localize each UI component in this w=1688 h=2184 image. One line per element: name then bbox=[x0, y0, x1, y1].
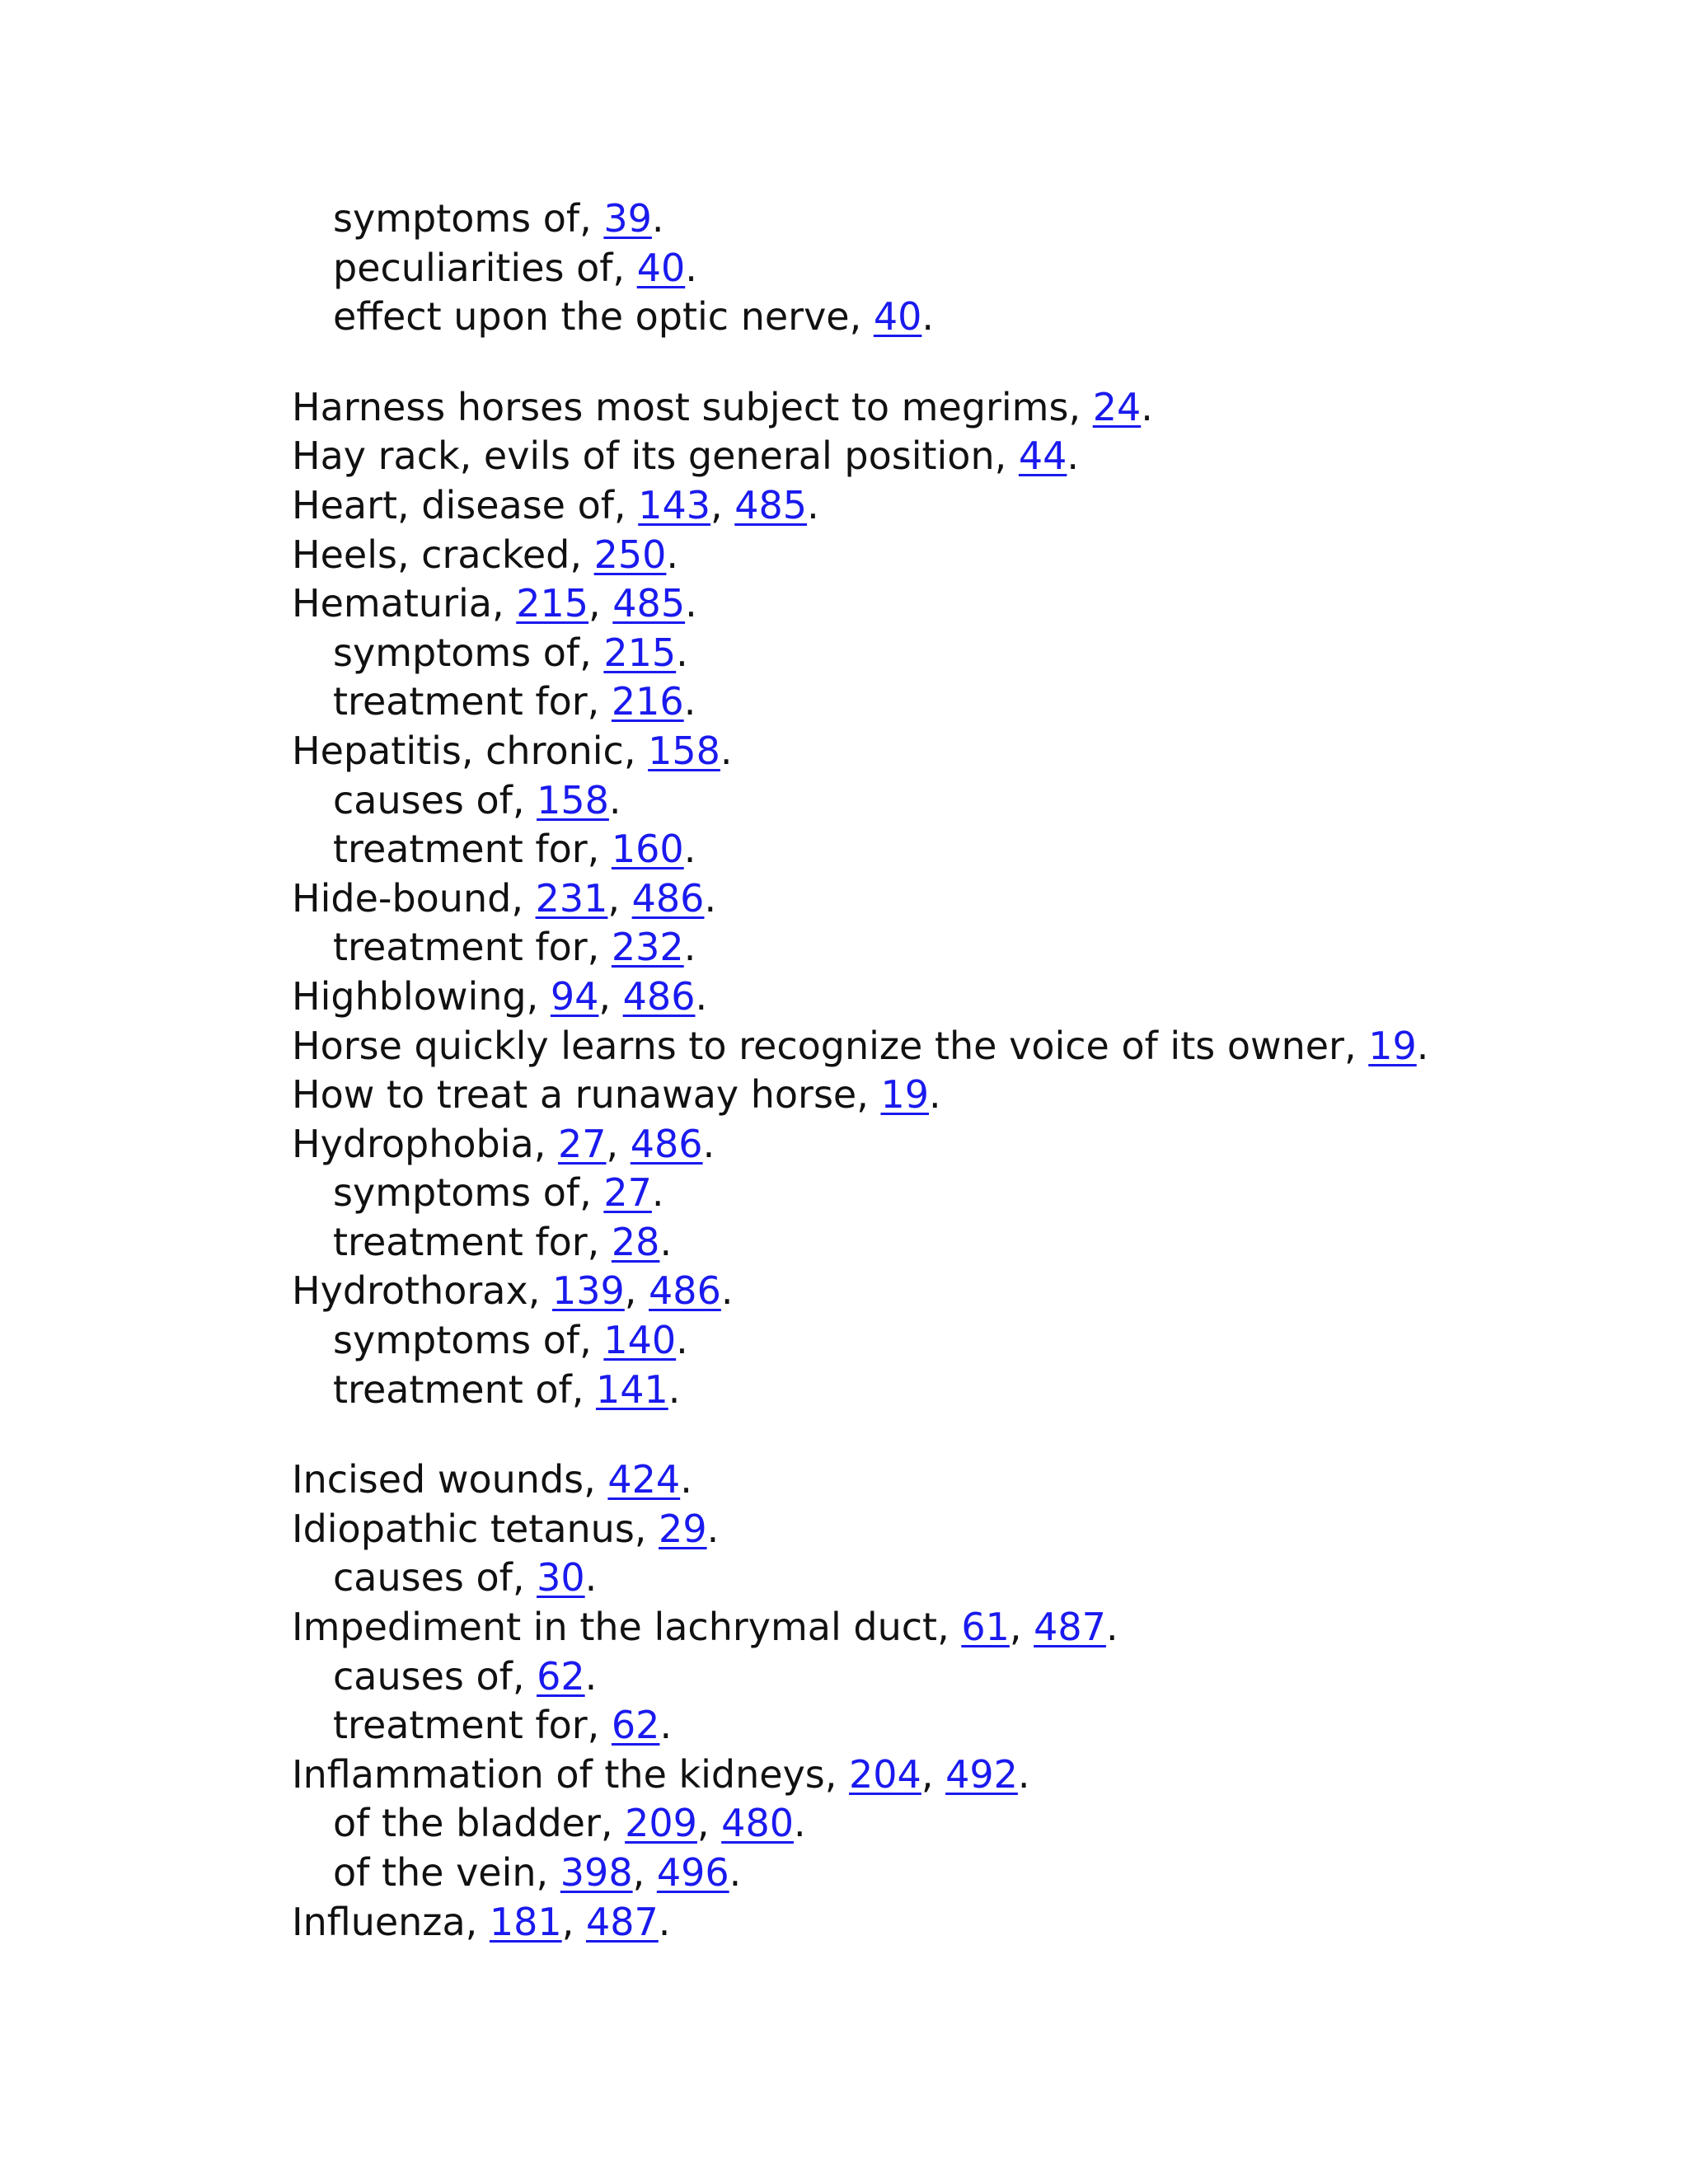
index-group bbox=[292, 1455, 1578, 1947]
page-separator: , bbox=[632, 1850, 657, 1895]
page-link[interactable]: 29 bbox=[659, 1506, 707, 1551]
entry-label: Hydrothorax, bbox=[292, 1268, 552, 1314]
entry-label: Impediment in the lachrymal duct, bbox=[292, 1605, 962, 1650]
page-link[interactable]: 181 bbox=[489, 1899, 562, 1944]
index-entry bbox=[292, 1022, 1578, 1071]
entry-label: Horse quickly learns to recognize the voice of its owner, bbox=[292, 1023, 1369, 1068]
page-link[interactable]: 28 bbox=[611, 1219, 660, 1264]
entry-terminator: . bbox=[695, 973, 708, 1019]
page-link[interactable]: 487 bbox=[1034, 1605, 1106, 1650]
page-link[interactable]: 158 bbox=[648, 728, 720, 773]
index-subentry bbox=[292, 776, 1578, 826]
entry-terminator: . bbox=[683, 679, 696, 724]
entry-terminator: . bbox=[683, 827, 696, 872]
index-subentry bbox=[292, 293, 1578, 342]
page-separator: , bbox=[710, 482, 735, 527]
index-group bbox=[292, 194, 1578, 342]
index-entry bbox=[292, 1120, 1578, 1169]
page-link[interactable]: 143 bbox=[638, 482, 710, 527]
index-entry bbox=[292, 1071, 1578, 1120]
entry-label: Hide-bound, bbox=[292, 875, 536, 921]
entry-terminator: . bbox=[1067, 434, 1080, 479]
entry-label: Inflammation of the kidneys, bbox=[292, 1751, 850, 1797]
page-link[interactable]: 158 bbox=[537, 777, 609, 823]
index-subentry bbox=[292, 244, 1578, 293]
page-separator: , bbox=[624, 1268, 649, 1314]
index-subentry bbox=[292, 194, 1578, 244]
entry-terminator: . bbox=[651, 196, 664, 241]
entry-terminator: . bbox=[702, 1121, 715, 1166]
index-subentry bbox=[292, 1849, 1578, 1898]
index-subentry bbox=[292, 1701, 1578, 1750]
entry-label: treatment for, bbox=[333, 679, 612, 724]
index-entry bbox=[292, 1455, 1578, 1505]
page-link[interactable]: 398 bbox=[560, 1850, 633, 1895]
entry-terminator: . bbox=[676, 630, 688, 675]
entry-label: symptoms of, bbox=[333, 196, 604, 241]
entry-terminator: . bbox=[704, 875, 717, 921]
page-link[interactable]: 215 bbox=[603, 630, 677, 675]
page-separator: , bbox=[1009, 1605, 1034, 1650]
entry-terminator: . bbox=[706, 1506, 720, 1551]
index-entry bbox=[292, 874, 1578, 924]
entry-terminator: . bbox=[793, 1801, 806, 1846]
entry-label: Highblowing, bbox=[292, 973, 551, 1019]
page-link[interactable]: 27 bbox=[557, 1121, 607, 1166]
page-link[interactable]: 27 bbox=[603, 1170, 652, 1216]
entry-label: Heels, cracked, bbox=[292, 532, 594, 577]
entry-label: Hepatitis, chronic, bbox=[292, 728, 649, 773]
group-spacer bbox=[292, 1414, 1578, 1455]
page-link[interactable]: 61 bbox=[961, 1605, 1010, 1650]
entry-label: causes of, bbox=[333, 1653, 537, 1699]
entry-label: Influenza, bbox=[292, 1899, 490, 1944]
page-link[interactable]: 19 bbox=[1368, 1023, 1417, 1068]
index-subentry bbox=[292, 1218, 1578, 1268]
entry-terminator: . bbox=[720, 1268, 734, 1314]
entry-label: Harness horses most subject to megrims, bbox=[292, 384, 1093, 429]
entry-terminator: . bbox=[608, 777, 621, 823]
entry-terminator: . bbox=[659, 1703, 673, 1748]
page-link[interactable]: 480 bbox=[721, 1801, 794, 1846]
entry-terminator: . bbox=[584, 1555, 598, 1601]
entry-terminator: . bbox=[683, 925, 696, 970]
page-separator: , bbox=[921, 1751, 946, 1797]
entry-label: of the bladder, bbox=[333, 1801, 626, 1846]
entry-terminator: . bbox=[680, 1457, 692, 1502]
entry-label: How to treat a runaway horse, bbox=[292, 1072, 881, 1118]
entry-terminator: . bbox=[1105, 1605, 1118, 1650]
entry-label: effect upon the optic nerve, bbox=[333, 294, 874, 340]
page-separator: , bbox=[606, 1121, 631, 1166]
page-link[interactable]: 19 bbox=[880, 1072, 930, 1118]
page-link[interactable]: 485 bbox=[612, 581, 686, 626]
page-link[interactable]: 94 bbox=[550, 973, 599, 1019]
entry-label: treatment for, bbox=[333, 1219, 612, 1264]
page-link[interactable]: 62 bbox=[537, 1653, 585, 1699]
index-subentry bbox=[292, 923, 1578, 972]
index-subentry bbox=[292, 825, 1578, 874]
entry-label: Hematuria, bbox=[292, 581, 517, 626]
page-link[interactable]: 486 bbox=[630, 1121, 703, 1166]
page-link[interactable]: 39 bbox=[603, 196, 652, 241]
page-link[interactable]: 160 bbox=[611, 827, 684, 872]
index-entry bbox=[292, 383, 1578, 433]
page-link[interactable]: 424 bbox=[607, 1457, 681, 1502]
entry-terminator: . bbox=[921, 294, 935, 340]
entry-terminator: . bbox=[807, 482, 819, 527]
entry-label: symptoms of, bbox=[333, 1170, 604, 1216]
index-subentry bbox=[292, 1652, 1578, 1702]
page-link[interactable]: 40 bbox=[636, 245, 686, 290]
page-link[interactable]: 250 bbox=[593, 532, 667, 577]
entry-terminator: . bbox=[659, 1219, 673, 1264]
entry-label: treatment for, bbox=[333, 925, 612, 970]
index-entry bbox=[292, 1750, 1578, 1800]
page-link[interactable]: 30 bbox=[537, 1555, 585, 1601]
index-entry bbox=[292, 579, 1578, 629]
group-spacer bbox=[292, 342, 1578, 383]
entry-terminator: . bbox=[658, 1899, 671, 1944]
page-link[interactable]: 204 bbox=[849, 1751, 921, 1797]
index-entry bbox=[292, 1267, 1578, 1316]
page-separator: , bbox=[561, 1899, 586, 1944]
page-link[interactable]: 209 bbox=[625, 1801, 697, 1846]
page-link[interactable]: 44 bbox=[1018, 434, 1067, 479]
entry-label: of the vein, bbox=[333, 1850, 560, 1895]
entry-terminator: . bbox=[729, 1850, 742, 1895]
page-link[interactable]: 496 bbox=[656, 1850, 729, 1895]
page-separator: , bbox=[696, 1801, 722, 1846]
page-link[interactable]: 139 bbox=[551, 1268, 625, 1314]
index-page bbox=[292, 194, 1578, 1947]
entry-label: Incised wounds, bbox=[292, 1457, 608, 1502]
page-separator: , bbox=[598, 973, 623, 1019]
index-entry bbox=[292, 481, 1578, 531]
entry-label: peculiarities of, bbox=[333, 245, 637, 290]
entry-terminator: . bbox=[676, 1318, 688, 1363]
index-subentry bbox=[292, 1554, 1578, 1603]
index-subentry bbox=[292, 1169, 1578, 1218]
page-link[interactable]: 62 bbox=[611, 1703, 660, 1748]
page-separator: , bbox=[607, 875, 632, 921]
page-link[interactable]: 140 bbox=[603, 1318, 677, 1363]
entry-terminator: . bbox=[1017, 1751, 1030, 1797]
index-subentry bbox=[292, 677, 1578, 727]
entry-terminator: . bbox=[668, 1366, 681, 1412]
index-entry bbox=[292, 432, 1578, 481]
entry-terminator: . bbox=[720, 728, 733, 773]
page-link[interactable]: 486 bbox=[649, 1268, 721, 1314]
entry-label: treatment of, bbox=[333, 1366, 596, 1412]
index-subentry bbox=[292, 1316, 1578, 1366]
page-link[interactable]: 40 bbox=[873, 294, 922, 340]
page-separator: , bbox=[588, 581, 613, 626]
entry-label: Hay rack, evils of its general position, bbox=[292, 434, 1019, 479]
entry-label: causes of, bbox=[333, 777, 537, 823]
index-entry bbox=[292, 972, 1578, 1022]
index-subentry bbox=[292, 629, 1578, 678]
entry-label: Heart, disease of, bbox=[292, 482, 639, 527]
index-subentry bbox=[292, 1366, 1578, 1415]
page-link[interactable]: 485 bbox=[734, 482, 808, 527]
index-entry bbox=[292, 531, 1578, 580]
page-link[interactable]: 492 bbox=[945, 1751, 1018, 1797]
entry-label: treatment for, bbox=[333, 1703, 612, 1748]
entry-label: symptoms of, bbox=[333, 630, 604, 675]
entry-terminator: . bbox=[666, 532, 679, 577]
page-link[interactable]: 141 bbox=[595, 1366, 668, 1412]
entry-terminator: . bbox=[1141, 384, 1153, 429]
entry-terminator: . bbox=[1416, 1023, 1429, 1068]
index-group bbox=[292, 383, 1578, 1414]
page-link[interactable]: 215 bbox=[516, 581, 589, 626]
page-link[interactable]: 486 bbox=[622, 973, 696, 1019]
page-link[interactable]: 487 bbox=[585, 1899, 659, 1944]
index-entry bbox=[292, 1898, 1578, 1947]
page-link[interactable]: 231 bbox=[535, 875, 608, 921]
entry-label: Idiopathic tetanus, bbox=[292, 1506, 659, 1551]
entry-label: treatment for, bbox=[333, 827, 612, 872]
entry-label: causes of, bbox=[333, 1555, 537, 1601]
page-link[interactable]: 232 bbox=[611, 925, 684, 970]
index-subentry bbox=[292, 1799, 1578, 1849]
entry-label: Hydrophobia, bbox=[292, 1121, 558, 1166]
page-link[interactable]: 486 bbox=[631, 875, 705, 921]
entry-terminator: . bbox=[584, 1653, 598, 1699]
entry-terminator: . bbox=[651, 1170, 664, 1216]
entry-terminator: . bbox=[685, 581, 697, 626]
entry-terminator: . bbox=[685, 245, 697, 290]
entry-label: symptoms of, bbox=[333, 1318, 604, 1363]
page-link[interactable]: 24 bbox=[1092, 384, 1142, 429]
page-link[interactable]: 216 bbox=[611, 679, 684, 724]
index-entry bbox=[292, 727, 1578, 776]
index-entry bbox=[292, 1603, 1578, 1652]
index-entry bbox=[292, 1505, 1578, 1554]
entry-terminator: . bbox=[929, 1072, 941, 1118]
